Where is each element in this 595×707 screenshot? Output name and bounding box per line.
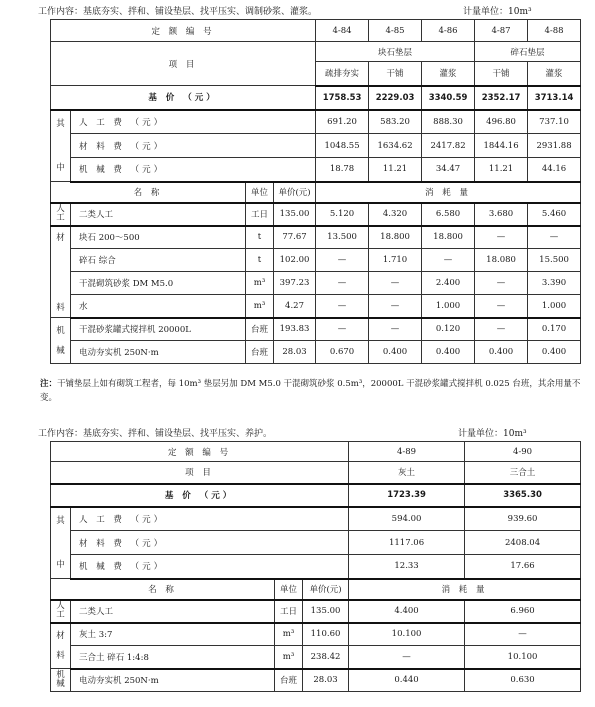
base-price: 3340.59 — [422, 86, 475, 110]
resource-price: 110.60 — [303, 623, 349, 646]
cost-label: 人 工 费 （元） — [71, 507, 349, 531]
code-label: 定 额 编 号 — [51, 442, 349, 462]
code-cell: 4-85 — [369, 20, 422, 42]
consume-value: 4.400 — [349, 600, 465, 623]
code-cell: 4-90 — [465, 442, 581, 462]
consume-value: 0.400 — [528, 341, 581, 364]
item-label: 项 目 — [51, 462, 349, 484]
cost-value: 737.10 — [528, 110, 581, 134]
consume-value: 0.400 — [475, 341, 528, 364]
consume-value: 18.080 — [475, 249, 528, 272]
consume-value: — — [369, 295, 422, 318]
consume-value: 0.170 — [528, 318, 581, 341]
price-header: 单价(元) — [303, 579, 349, 600]
code-cell: 4-86 — [422, 20, 475, 42]
resource-name: 干混砂浆罐式搅拌机 20000L — [71, 318, 246, 341]
consume-value: 6.960 — [465, 600, 581, 623]
sub-header: 三合土 — [465, 462, 581, 484]
unit-header: 单位 — [275, 579, 303, 600]
consume-value: — — [528, 226, 581, 249]
price-header: 单价(元) — [274, 182, 316, 203]
consume-value: 15.500 — [528, 249, 581, 272]
category-label: 材 料 — [51, 623, 71, 669]
consume-value: 1.710 — [369, 249, 422, 272]
group-header: 碎石垫层 — [475, 42, 581, 62]
consume-value: 0.120 — [422, 318, 475, 341]
cost-value: 1634.62 — [369, 134, 422, 158]
quota-table-2 — [50, 441, 581, 692]
measure-unit-1: 计量单位：10m³ — [463, 7, 532, 17]
base-price: 3713.14 — [528, 86, 581, 110]
resource-price: 135.00 — [274, 203, 316, 226]
sub-header: 灌浆 — [422, 62, 475, 86]
resource-unit: 工日 — [246, 203, 274, 226]
cost-value: 44.16 — [528, 158, 581, 182]
consume-value: 1.000 — [528, 295, 581, 318]
consume-value: — — [475, 226, 528, 249]
cost-label: 人 工 费 （元） — [71, 110, 316, 134]
consume-value: — — [475, 318, 528, 341]
consume-value: 18.800 — [422, 226, 475, 249]
resource-price: 28.03 — [274, 341, 316, 364]
table-note: 注：干铺垫层上如有砌筑工程者，每 10m³ 垫层另加 DM M5.0 干混砌筑砂浆 0.5m³，20000L 干混砂浆罐式搅拌机 0.025 台班，其余用量不变。 — [40, 379, 581, 403]
consume-value: — — [316, 295, 369, 318]
resource-name: 水 — [71, 295, 246, 318]
resource-unit: m³ — [246, 272, 274, 295]
cost-value: 939.60 — [465, 507, 581, 531]
resource-unit: t — [246, 249, 274, 272]
code-label: 定 额 编 号 — [51, 20, 316, 42]
consume-value: 2.400 — [422, 272, 475, 295]
resource-price: 28.03 — [303, 669, 349, 692]
resource-unit: m³ — [275, 623, 303, 646]
resource-unit: 台班 — [275, 669, 303, 692]
consume-header: 消 耗 量 — [349, 579, 581, 600]
code-cell: 4-84 — [316, 20, 369, 42]
cost-value: 17.66 — [465, 555, 581, 579]
consume-value: 10.100 — [465, 646, 581, 669]
group-header: 块石垫层 — [316, 42, 475, 62]
cost-value: 2408.04 — [465, 531, 581, 555]
measure-unit-2: 计量单位：10m³ — [458, 429, 527, 439]
qizhong-label: 其 中 — [51, 110, 71, 182]
category-label: 材 料 — [51, 226, 71, 318]
base-price: 2229.03 — [369, 86, 422, 110]
code-cell: 4-89 — [349, 442, 465, 462]
resource-unit: 工日 — [275, 600, 303, 623]
cost-value: 11.21 — [369, 158, 422, 182]
consume-value: 0.400 — [422, 341, 475, 364]
cost-value: 34.47 — [422, 158, 475, 182]
unit-header: 单位 — [246, 182, 274, 203]
consume-value: 10.100 — [349, 623, 465, 646]
sub-header: 疏排夯实 — [316, 62, 369, 86]
cost-label: 机 械 费 （元） — [71, 158, 316, 182]
base-price: 1758.53 — [316, 86, 369, 110]
resource-price: 4.27 — [274, 295, 316, 318]
resource-unit: 台班 — [246, 341, 274, 364]
sub-header: 干铺 — [475, 62, 528, 86]
consume-value: 0.400 — [369, 341, 422, 364]
resource-unit: 台班 — [246, 318, 274, 341]
category-label: 人工 — [51, 600, 71, 623]
cost-value: 2931.88 — [528, 134, 581, 158]
work-content-1: 工作内容：基底夯实、拌和、铺设垫层、找平压实、调制砂浆、灌浆。 — [38, 7, 318, 17]
cost-value: 11.21 — [475, 158, 528, 182]
cost-value: 2417.82 — [422, 134, 475, 158]
base-price-label: 基 价 （元） — [51, 86, 316, 110]
consume-value: 1.000 — [422, 295, 475, 318]
resource-name: 二类人工 — [71, 600, 275, 623]
sub-header: 灰土 — [349, 462, 465, 484]
consume-header: 消 耗 量 — [316, 182, 581, 203]
consume-value: 5.120 — [316, 203, 369, 226]
category-label: 人工 — [51, 203, 71, 226]
resource-name: 干混砌筑砂浆 DM M5.0 — [71, 272, 246, 295]
consume-value: 18.800 — [369, 226, 422, 249]
resource-price: 102.00 — [274, 249, 316, 272]
resource-name: 灰土 3:7 — [71, 623, 275, 646]
consume-value: 0.440 — [349, 669, 465, 692]
cost-value: 594.00 — [349, 507, 465, 531]
cost-value: 1048.55 — [316, 134, 369, 158]
cost-value: 691.20 — [316, 110, 369, 134]
cost-label: 材 料 费 （元） — [71, 134, 316, 158]
qizhong-label: 其 中 — [51, 507, 71, 579]
resource-unit: m³ — [275, 646, 303, 669]
base-price: 3365.30 — [465, 484, 581, 507]
sub-header: 干铺 — [369, 62, 422, 86]
work-content-2: 工作内容：基底夯实、拌和、铺设垫层、找平压实、养护。 — [38, 429, 273, 439]
consume-value: — — [465, 623, 581, 646]
base-price-label: 基 价 （元） — [51, 484, 349, 507]
code-cell: 4-88 — [528, 20, 581, 42]
resource-unit: t — [246, 226, 274, 249]
cost-value: 1844.16 — [475, 134, 528, 158]
consume-value: 4.320 — [369, 203, 422, 226]
consume-value: — — [475, 295, 528, 318]
resource-price: 397.23 — [274, 272, 316, 295]
consume-value: 13.500 — [316, 226, 369, 249]
resource-price: 135.00 — [303, 600, 349, 623]
resource-name: 电动夯实机 250N·m — [71, 341, 246, 364]
quota-table-1 — [50, 19, 581, 364]
consume-value: 3.390 — [528, 272, 581, 295]
consume-value: 0.630 — [465, 669, 581, 692]
consume-value: 3.680 — [475, 203, 528, 226]
consume-value: — — [316, 318, 369, 341]
consume-value: — — [475, 272, 528, 295]
consume-value: 6.580 — [422, 203, 475, 226]
resource-unit: m³ — [246, 295, 274, 318]
cost-label: 机 械 费 （元） — [71, 555, 349, 579]
base-price: 1723.39 — [349, 484, 465, 507]
resource-price: 238.42 — [303, 646, 349, 669]
consume-value: — — [349, 646, 465, 669]
resource-name: 碎石 综合 — [71, 249, 246, 272]
code-cell: 4-87 — [475, 20, 528, 42]
resource-name: 三合土 碎石 1:4:8 — [71, 646, 275, 669]
cost-value: 888.30 — [422, 110, 475, 134]
category-label: 机 械 — [51, 318, 71, 364]
cost-value: 1117.06 — [349, 531, 465, 555]
base-price: 2352.17 — [475, 86, 528, 110]
resource-name: 电动夯实机 250N·m — [71, 669, 275, 692]
consume-value: — — [316, 249, 369, 272]
resource-price: 193.83 — [274, 318, 316, 341]
item-label: 项 目 — [51, 42, 316, 86]
cost-label: 材 料 费 （元） — [71, 531, 349, 555]
category-label: 机械 — [51, 669, 71, 692]
resource-name: 二类人工 — [71, 203, 246, 226]
sub-header: 灌浆 — [528, 62, 581, 86]
name-header: 名 称 — [51, 182, 246, 203]
cost-value: 496.80 — [475, 110, 528, 134]
cost-value: 583.20 — [369, 110, 422, 134]
consume-value: — — [316, 272, 369, 295]
consume-value: — — [369, 318, 422, 341]
resource-price: 77.67 — [274, 226, 316, 249]
consume-value: — — [369, 272, 422, 295]
name-header: 名 称 — [51, 579, 275, 600]
cost-value: 18.78 — [316, 158, 369, 182]
consume-value: 5.460 — [528, 203, 581, 226]
cost-value: 12.33 — [349, 555, 465, 579]
consume-value: 0.670 — [316, 341, 369, 364]
resource-name: 块石 200～500 — [71, 226, 246, 249]
consume-value: — — [422, 249, 475, 272]
